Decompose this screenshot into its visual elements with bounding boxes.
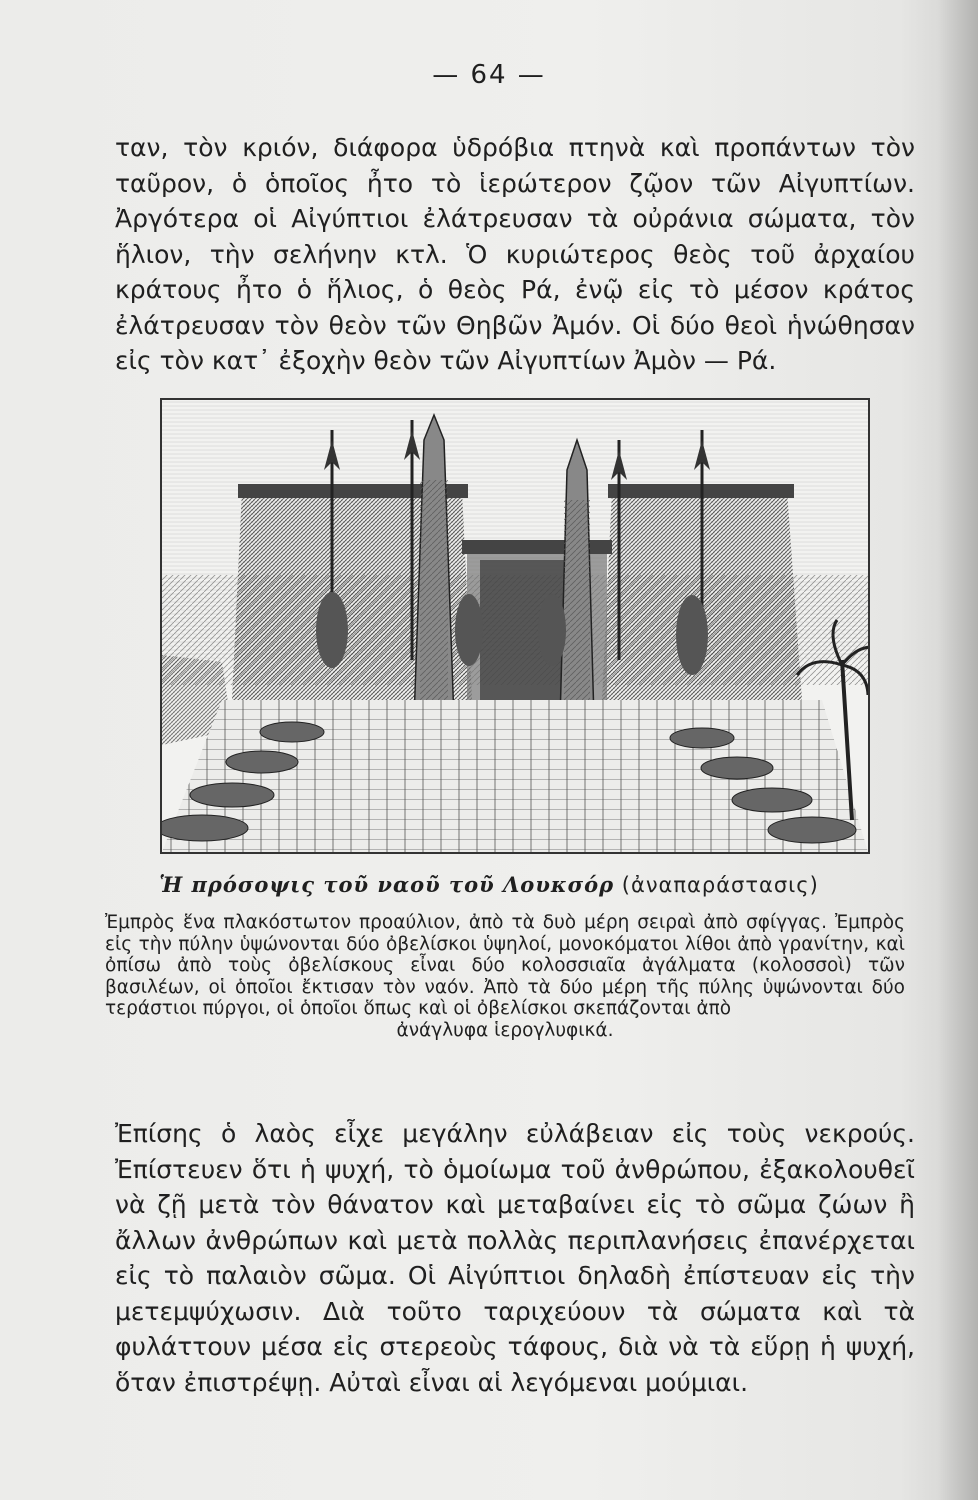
- figure-description: [105, 912, 905, 1041]
- paragraph-2: Ἐπίσης ὁ λαὸς εἶχε μεγάλην εὐλάβειαν εἰς τοὺς νεκρούς. Ἐπίστευεν ὅτι ἡ ψυχή, τὸ ὁμοίωμα τοῦ ἀνθρώπου, ἐξακολουθεῖ νὰ ζῇ μετὰ τὸν θάνατον καὶ μεταβαίνει εἰς τὸ σῶμα ζώων ἢ ἄλλων ἀνθρώπων καὶ μετὰ πολλὰς περιπλανήσεις ἐπανέρχεται εἰς τὸ παλαιὸν σῶμα. Οἱ Αἰγύπτιοι δηλαδὴ ἐπίστευαν εἰς τὴν μετεμψύχωσιν. Διὰ τοῦτο ταριχεύουν τὰ σώματα καὶ τὰ φυλάττουν μέσα εἰς στερεοὺς τάφους, διὰ νὰ τὰ εὕρῃ ἡ ψυχή, ὅταν ἐπιστρέψῃ. Αὐταὶ εἶναι αἱ λεγόμεναι μούμιαι.: [115, 1119, 915, 1397]
- description-body: Ἐμπρὸς ἕνα πλακόστωτον προαύλιον, ἀπὸ τὰ δυὸ μέρη σειραὶ ἀπὸ σφίγγας. Ἐμπρὸς εἰς τὴν πύλην ὑψώνονται δύο ὀβελίσκοι ὑψηλοί, μονοκόματοι λίθοι ἀπὸ γρανίτην, καὶ ὀπίσω ἀπὸ τοὺς ὀβελίσκους εἶναι δύο κολοσσιαῖα ἀγάλματα (κολοσσοὶ) τῶν βασιλέων, οἱ ὁποῖοι ἔκτισαν τὸν ναόν. Ἀπὸ τὰ δύο μέρη τῆς πύλης ὑψώνονται δύο τεράστιοι πύργοι, οἱ ὁποῖοι ὅπως καὶ οἱ ὀβελίσκοι σκεπάζονται ἀπὸ: [105, 912, 905, 1019]
- luxor-temple-engraving: [162, 400, 868, 852]
- page-shadow-edge: [938, 0, 978, 1500]
- paragraph-1: ταν, τὸν κριόν, διάφορα ὑδρόβια πτηνὰ καὶ προπάντων τὸν ταῦρον, ὁ ὁποῖος ἦτο τὸ ἱερώτερον ζῷον τῶν Αἰγυπτίων. Ἀργότερα οἱ Αἰγύπτιοι ἐλάτρευσαν τὰ οὐράνια σώματα, τὸν ἥλιον, τὴν σελήνην κτλ. Ὁ κυριώτερος θεὸς τοῦ ἀρχαίου κράτους ἦτο ὁ ἥλιος, ὁ θεὸς Ρά, ἐνῷ εἰς τὸ μέσον κράτος ἐλάτρευσαν τὸν θεὸν τῶν Θηβῶν Ἀμόν. Οἱ δύο θεοὶ ἡνώθησαν εἰς τὸν κατ᾽ ἐξοχὴν θεὸν τῶν Αἰγυπτίων Ἀμὸν — Ρά.: [115, 133, 915, 375]
- caption-title: Ἡ πρόσοψις τοῦ ναοῦ τοῦ Λουκσόρ: [159, 872, 615, 897]
- description-last-line: ἀνάγλυφα ἱερογλυφικά.: [396, 1019, 614, 1041]
- temple-illustration: [160, 398, 870, 854]
- figure-caption: [0, 872, 978, 897]
- page-number: — 64 —: [432, 60, 546, 90]
- caption-note: (ἀναπαράστασις): [621, 873, 819, 897]
